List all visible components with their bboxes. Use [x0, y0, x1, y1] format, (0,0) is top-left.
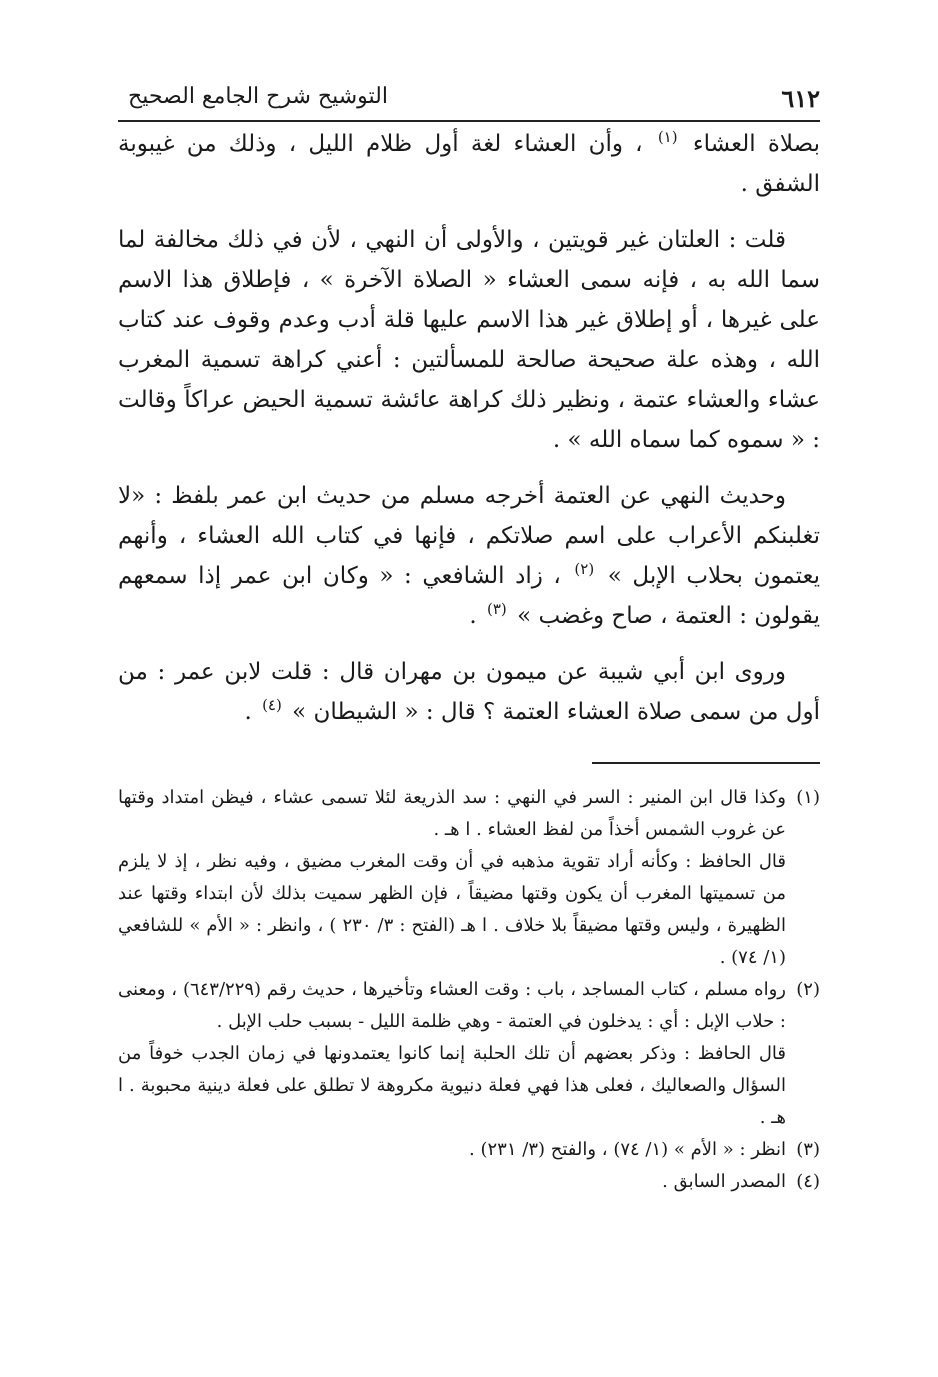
paragraph-4-text-a: وروى ابن أبي شيبة عن ميمون بن مهران قال : قلت لابن عمر : من أول من سمى صلاة العشاء العتمة ؟ قال : « الشيطان »: [118, 659, 820, 725]
paragraph-3-text-c: .: [469, 603, 477, 629]
paragraph-1-text-b: ، وأن العشاء لغة أول ظلام الليل ، وذلك من غيبوبة الشفق .: [118, 131, 820, 197]
footnote-2-continuation: قال الحافظ : وذكر بعضهم أن تلك الحلبة إنما كانوا يعتمدونها في زمان الجدب خوفاً من السؤال والصعاليك ، فعلى هذا فهي فعلة دنيوية مكروهة لا تطلق على فعلة دينية محبوبة . ا هـ .: [118, 1043, 786, 1128]
paragraph-2: قلت : العلتان غير قويتين ، والأولى أن النهي ، لأن في ذلك مخالفة لما سما الله به ، فإنه سمى العشاء « الصلاة الآخرة » ، فإطلاق هذا الاسم على غيرها ، أو إطلاق غير هذا الاسم عليها قلة أدب وعدم وقوف عند كتاب الله ، وهذه علة صحيحة صالحة للمسألتين : أعني كراهة تسمية المغرب عشاء والعشاء عتمة ، ونظير ذلك كراهة عائشة تسمية الحيض عراكاً وقالت : « سموه كما سماه الله » .: [118, 227, 820, 453]
paragraph-3-text-a: وحديث النهي عن العتمة أخرجه مسلم من حديث ابن عمر بلفظ : «لا تغلبنكم الأعراب على اسم صلاتكم ، فإنها في كتاب الله العشاء ، وأنهم يعتمون بحلاب الإبل »: [118, 483, 821, 589]
footnote-3-label: (٣): [796, 1139, 820, 1160]
paragraph-1-text-a: بصلاة العشاء: [692, 131, 820, 157]
footnote-4: [118, 1166, 820, 1198]
footnote-1: [118, 782, 820, 846]
paragraph-4-text-c: .: [244, 699, 252, 725]
page-header: [118, 78, 820, 122]
footnote-3-text: انظر : « الأم » (١/ ٧٤) ، والفتح (٣/ ٢٣١) .: [469, 1139, 786, 1160]
page-number: ٦١٢: [781, 84, 820, 113]
paragraph-3: [118, 476, 820, 636]
footnote-ref-2: (٢): [574, 560, 595, 579]
paragraph-3-text-b: ، زاد الشافعي : « وكان ابن عمر إذا سمعهم يقولون : العتمة ، صاح وغضب »: [118, 563, 820, 629]
footnotes: [118, 782, 820, 1198]
book-page: [118, 78, 820, 1198]
running-title: التوشيح شرح الجامع الصحيح: [128, 84, 388, 109]
footnote-1-text: وكذا قال ابن المنير : السر في النهي : سد الذريعة لئلا تسمى عشاء ، فيظن امتداد وقتها عن غروب الشمس أخذاً من لفظ العشاء . ا هـ .: [118, 787, 786, 840]
footnote-2-text: رواه مسلم ، كتاب المساجد ، باب : وقت العشاء وتأخيرها ، حديث رقم (٦٤٣/٢٢٩) ، ومعنى : حلاب الإبل : أي : يدخلون في العتمة - وهي ظلمة الليل - بسبب حلب الإبل .: [118, 979, 786, 1032]
footnote-2: [118, 974, 820, 1038]
footnote-4-text: المصدر السابق .: [662, 1171, 786, 1192]
footnote-ref-3: (٣): [486, 600, 507, 619]
main-text: [118, 124, 820, 732]
footnote-ref-1: (١): [657, 128, 678, 147]
footnote-1-label: (١): [796, 787, 820, 808]
footnote-1-continuation: قال الحافظ : وكأنه أراد تقوية مذهبه في أن وقت المغرب مضيق ، وفيه نظر ، إذ لا يلزم من تسميتها المغرب أن يكون وقتها مضيقاً ، فإن الظهر سميت بذلك لأن ابتداء وقتها عند الظهيرة ، وليس وقتها مضيقاً بلا خلاف . ا هـ (الفتح : ٣/ ٢٣٠ ) ، وانظر : « الأم » للشافعي (١/ ٧٤) .: [118, 851, 786, 968]
footnote-divider: [592, 762, 820, 764]
footnote-2-label: (٢): [796, 979, 820, 1000]
footnote-4-label: (٤): [796, 1171, 820, 1192]
paragraph-1: [118, 124, 820, 204]
paragraph-4: [118, 652, 820, 732]
footnote-3: [118, 1134, 820, 1166]
footnote-ref-4: (٤): [262, 696, 282, 715]
